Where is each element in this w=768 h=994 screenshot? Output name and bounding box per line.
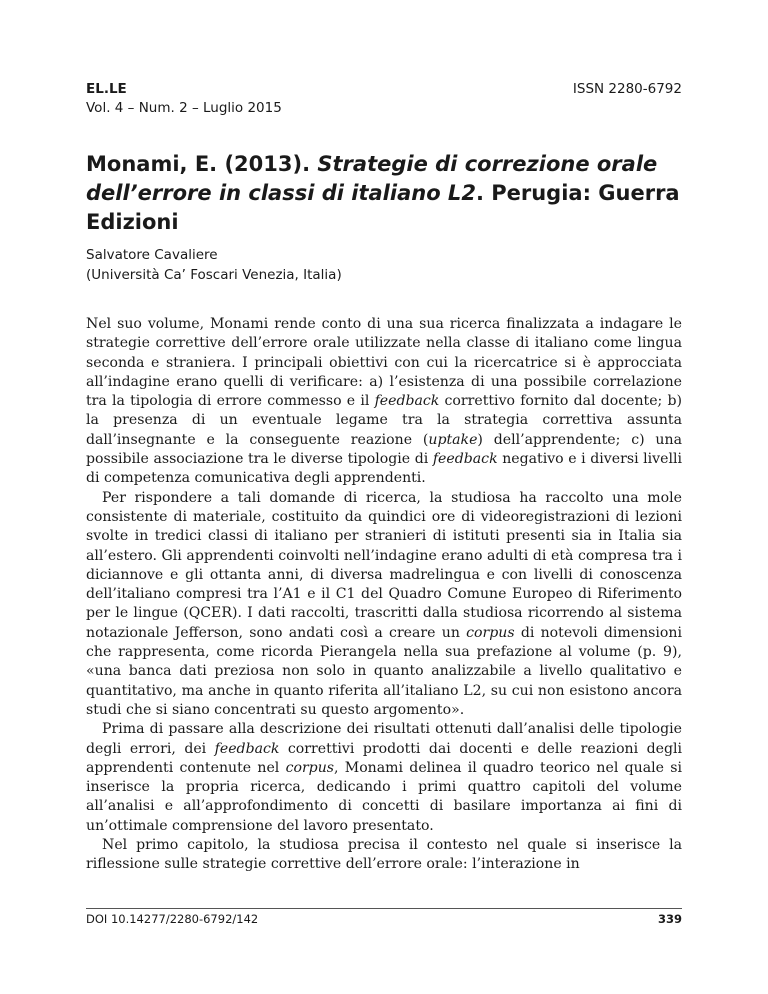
text-run: Per rispondere a tali domande di ricerca, la studiosa ha raccolto una mole consistente di materiale, costituito da quindici ore di videoregistrazioni di lezioni svolte in tredici classi di italiano per stranieri di istituti presenti sia in Italia sia all’estero. Gli apprendenti coinvolti nell’indagine erano adulti di età compresa tra i diciannove e gli ottanta anni, di diversa madrelingua e con livelli di conoscenza dell’italiano compresi tra l’A1 e il C1 del Quadro Comune Europeo di Riferimento per le lingue (QCER). I dati raccolti, trascritti dalla studiosa ricorrendo al sistema notazionale Jefferson, sono andati così a creare un: [86, 489, 682, 641]
text-run: ) dell’apprendente; c) una possibile associazione tra le diverse tipologie di: [86, 431, 682, 468]
journal-header: [86, 80, 282, 118]
title-book: Strategie di correzione orale dell’errore in classi di italiano L2: [86, 152, 658, 205]
text-run: negativo e i diversi livelli di competenza comunicativa degli apprendenti.: [86, 451, 683, 487]
review-title: [86, 150, 686, 237]
volume-info: Vol. 4 – Num. 2 – Luglio 2015: [86, 100, 282, 116]
paragraph-1: [86, 315, 682, 489]
reviewer-block: [86, 245, 342, 285]
text-run: Nel suo volume, Monami rende conto di una sua ricerca finalizzata a indagare le strategie correttive dell’errore orale utilizzate nella classe di italiano come lingua seconda e straniera. I principali obiettivi con cui la ricercatrice si è approcciata all’indagine erano quelli di verificare: a) l’esistenza di una possibile correlazione tra la tipologia di errore commesso e il: [86, 316, 682, 410]
italic-term: corpus: [285, 759, 335, 776]
text-run: , Monami delinea il quadro teorico nel quale si inserisce la propria ricerca, dedicando i primi quattro capitoli del volume all’analisi e all’approfondimento di concetti di basilare importanza ai fini di un’ottimale comprensione del lavoro presentato.: [86, 759, 682, 834]
text-run: Nel primo capitolo, la studiosa precisa il contesto nel quale si inserisce la riflessione sulle strategie correttive dell’errore orale: l’interazione in: [86, 837, 682, 873]
footer-divider: [86, 908, 682, 909]
paragraph-2: [86, 489, 682, 721]
text-run: Prima di passare alla descrizione dei risultati ottenuti dall’analisi delle tipologie degli errori, dei: [86, 721, 682, 757]
page-number: 339: [657, 912, 682, 926]
issn: ISSN 2280-6792: [572, 81, 682, 97]
reviewer-name: Salvatore Cavaliere: [86, 247, 218, 263]
paragraph-3: [86, 720, 682, 836]
text-run: di notevoli dimensioni che rappresenta, come ricorda Pierangela nella sua prefazione al volume (p. 9), «una banca dati preziosa non solo in quanto analizzabile a livello qualitativo e quantitativo, ma anche in quanto riferita all’italiano L2, su cui non esistono ancora studi che si siano concentrati su questo argomento».: [86, 624, 682, 718]
title-publisher: . Perugia: Guerra Edizioni: [86, 181, 680, 234]
text-run: correttivo fornito dal docente; b) la presenza di un eventuale legame tra la strategia correttiva assunta dall’insegnante e la conseguente reazione (: [86, 393, 682, 448]
article-body: [86, 315, 682, 875]
reviewer-affiliation: (Università Ca’ Foscari Venezia, Italia): [86, 267, 342, 283]
title-author-year: Monami, E. (2013).: [86, 152, 318, 176]
italic-term: feedback: [214, 740, 280, 757]
italic-term: feedback: [374, 393, 440, 410]
italic-term: feedback: [432, 451, 498, 468]
paragraph-4: [86, 836, 682, 875]
doi: DOI 10.14277/2280-6792/142: [86, 912, 259, 926]
text-run: correttivi prodotti dai docenti e delle reazioni degli apprendenti contenute nel: [86, 740, 682, 776]
italic-term: corpus: [466, 624, 515, 641]
italic-term: uptake: [428, 431, 478, 448]
journal-name: EL.LE: [86, 81, 127, 97]
